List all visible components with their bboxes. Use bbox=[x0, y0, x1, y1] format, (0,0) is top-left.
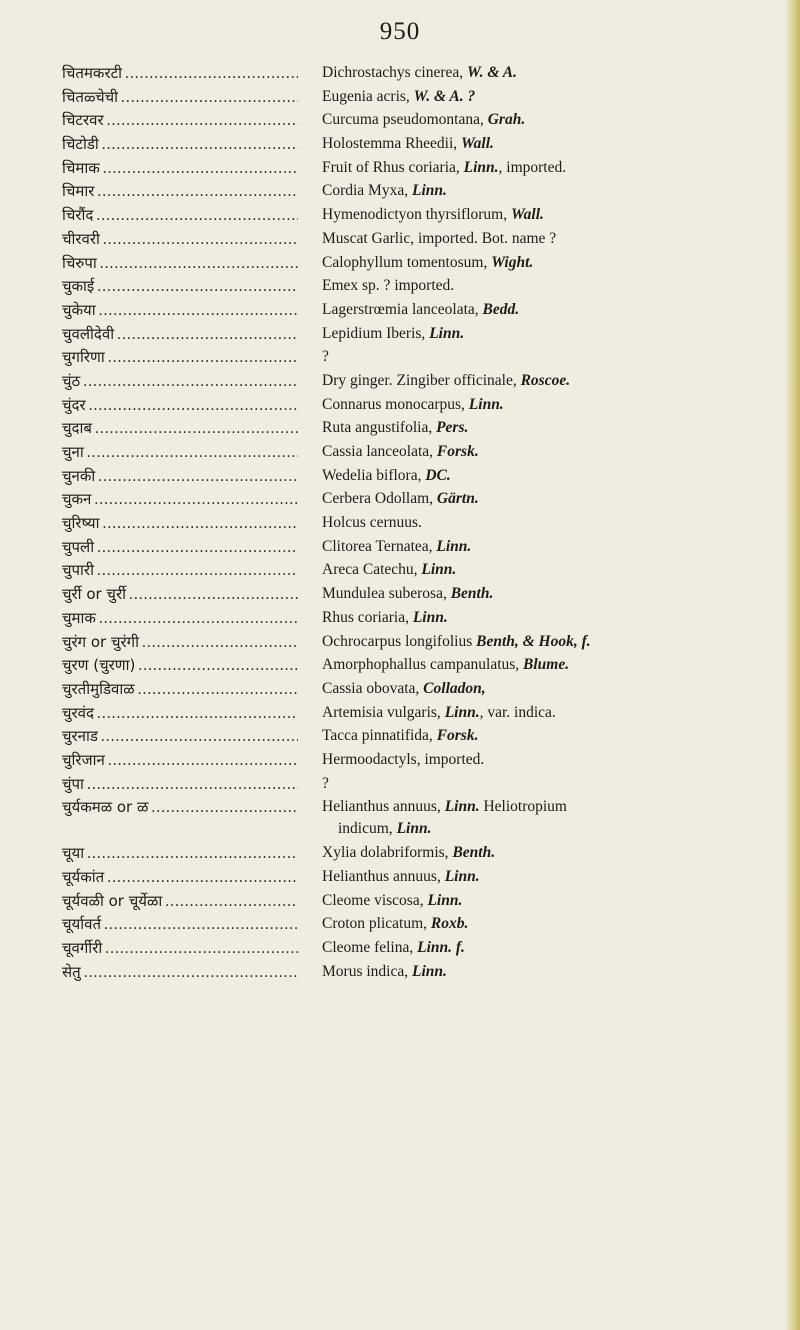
leader-dots bbox=[107, 110, 298, 132]
botanical-name: Connarus monocarpus, Linn. bbox=[322, 395, 504, 413]
list-item bbox=[62, 133, 782, 157]
leader-dots bbox=[125, 63, 298, 85]
list-item bbox=[62, 157, 782, 181]
leader-dots bbox=[100, 253, 298, 275]
vernacular-name: चुरतीमुडिवाळ bbox=[62, 679, 135, 698]
vernacular-name: चूर्यवळी or चूर्येळा bbox=[62, 891, 163, 910]
vernacular-name: चुपली bbox=[62, 537, 95, 556]
leader-dots bbox=[89, 395, 298, 417]
list-item bbox=[62, 62, 782, 86]
botanical-name: Cleome viscosa, Linn. bbox=[322, 891, 463, 909]
leader-dots bbox=[151, 797, 298, 819]
botanical-name: Morus indica, Linn. bbox=[322, 962, 447, 980]
vernacular-name: चुपारी bbox=[62, 561, 94, 580]
leader-dots bbox=[87, 442, 298, 464]
list-item bbox=[62, 796, 782, 842]
leader-dots bbox=[102, 134, 298, 156]
botanical-name: Cordia Myxa, Linn. bbox=[322, 182, 447, 200]
list-item bbox=[62, 109, 782, 133]
list-item bbox=[62, 913, 782, 937]
leader-dots bbox=[97, 537, 298, 559]
vernacular-name: चुनकी bbox=[62, 466, 96, 485]
leader-dots bbox=[87, 843, 298, 865]
vernacular-name: चुरण (चुरणा) bbox=[62, 656, 136, 675]
vernacular-name: चीरवरी bbox=[62, 229, 100, 248]
vernacular-name: सेतु bbox=[62, 962, 81, 981]
leader-dots bbox=[95, 418, 298, 440]
botanical-name: Eugenia acris, W. & A. ? bbox=[322, 87, 476, 105]
botanical-name: Helianthus annuus, Linn. bbox=[322, 868, 480, 885]
vernacular-name: चुरनाड bbox=[62, 727, 98, 746]
list-item bbox=[62, 323, 782, 347]
list-item bbox=[62, 702, 782, 726]
list-item bbox=[62, 866, 782, 890]
vernacular-name: चितळ्चेची bbox=[62, 87, 119, 106]
list-item bbox=[62, 228, 782, 252]
list-item bbox=[62, 749, 782, 773]
leader-dots bbox=[99, 608, 298, 630]
vernacular-name: चूया bbox=[62, 844, 85, 863]
botanical-name: Tacca pinnatifida, Forsk. bbox=[322, 727, 479, 745]
botanical-name: ? bbox=[322, 348, 329, 366]
botanical-name: Ochrocarpus longifolius Benth, & Hook, f. bbox=[322, 632, 591, 650]
botanical-name: Holcus cernuus. bbox=[322, 514, 422, 532]
vernacular-name: चुकेया bbox=[62, 300, 96, 319]
botanical-name: ? bbox=[322, 774, 329, 792]
leader-dots bbox=[107, 867, 298, 889]
vernacular-name: चुवलीदेवी bbox=[62, 324, 115, 343]
vernacular-name: चिमाक bbox=[62, 158, 100, 177]
leader-dots bbox=[103, 158, 298, 180]
vernacular-name: चिरुपा bbox=[62, 253, 97, 272]
list-item bbox=[62, 842, 782, 866]
vernacular-name: चुरिजान bbox=[62, 750, 105, 769]
leader-dots bbox=[121, 87, 298, 109]
leader-dots bbox=[99, 300, 298, 322]
vernacular-name: चुकाई bbox=[62, 277, 95, 296]
leader-dots bbox=[138, 655, 298, 677]
vernacular-name: चुदाब bbox=[62, 419, 92, 438]
list-item bbox=[62, 773, 782, 797]
botanical-name: Calophyllum tomentosum, Wight. bbox=[322, 253, 534, 271]
list-item bbox=[62, 536, 782, 560]
list-item bbox=[62, 488, 782, 512]
vernacular-name: चिटरवर bbox=[62, 111, 104, 130]
vernacular-name: चितमकरटी bbox=[62, 64, 123, 82]
botanical-name: Dry ginger. Zingiber officinale, Roscoe. bbox=[322, 371, 571, 389]
list-item bbox=[62, 299, 782, 323]
vernacular-name: चूवर्गीरी bbox=[62, 939, 103, 958]
list-item bbox=[62, 654, 782, 678]
list-item bbox=[62, 394, 782, 418]
list-item bbox=[62, 252, 782, 276]
botanical-name: Curcuma pseudomontana, Grah. bbox=[322, 111, 526, 129]
vernacular-name: चुमाक bbox=[62, 608, 96, 627]
leader-dots bbox=[165, 891, 298, 913]
list-item bbox=[62, 275, 782, 299]
list-item bbox=[62, 370, 782, 394]
list-item bbox=[62, 346, 782, 370]
botanical-name: Rhus coriaria, Linn. bbox=[322, 608, 448, 626]
list-item bbox=[62, 937, 782, 961]
botanical-name: Croton plicatum, Roxb. bbox=[322, 915, 469, 933]
botanical-name: Xylia dolabriformis, Benth. bbox=[322, 844, 496, 862]
glossary-list bbox=[62, 62, 782, 984]
leader-dots bbox=[101, 726, 298, 748]
botanical-name: Helianthus annuus, Linn. Heliotropium indicum, Linn. bbox=[322, 798, 567, 838]
vernacular-name: चुरंग or चुरंगी bbox=[62, 632, 139, 651]
botanical-name: Muscat Garlic, imported. Bot. name ? bbox=[322, 229, 557, 247]
list-item bbox=[62, 678, 782, 702]
leader-dots bbox=[96, 205, 298, 227]
leader-dots bbox=[117, 324, 298, 346]
leader-dots bbox=[87, 774, 298, 796]
botanical-name: Cassia obovata, Colladon, bbox=[322, 679, 486, 697]
leader-dots bbox=[142, 632, 298, 654]
vernacular-name: चुंठ bbox=[62, 371, 81, 390]
list-item bbox=[62, 417, 782, 441]
leader-dots bbox=[138, 679, 298, 701]
botanical-name: Hymenodictyon thyrsiflorum, Wall. bbox=[322, 206, 544, 224]
leader-dots bbox=[97, 560, 298, 582]
vernacular-name: चुगरिणा bbox=[62, 348, 105, 367]
list-item bbox=[62, 961, 782, 985]
botanical-name: Amorphophallus campanulatus, Blume. bbox=[322, 656, 570, 674]
list-item bbox=[62, 86, 782, 110]
botanical-name: Wedelia biflora, DC. bbox=[322, 466, 451, 484]
list-item bbox=[62, 631, 782, 655]
botanical-name: Ruta angustifolia, Pers. bbox=[322, 419, 469, 437]
list-item bbox=[62, 441, 782, 465]
botanical-name: Cleome felina, Linn. f. bbox=[322, 939, 465, 957]
botanical-name: Lagerstrœmia lanceolata, Bedd. bbox=[322, 300, 520, 318]
leader-dots bbox=[97, 703, 298, 725]
list-item bbox=[62, 583, 782, 607]
vernacular-name: चूर्यकांत bbox=[62, 868, 105, 886]
leader-dots bbox=[84, 962, 298, 984]
vernacular-name: चिमार bbox=[62, 182, 95, 201]
botanical-name: Emex sp. ? imported. bbox=[322, 277, 455, 295]
page-number: 950 bbox=[379, 18, 421, 45]
leader-dots bbox=[94, 489, 298, 511]
botanical-name: Lepidium Iberis, Linn. bbox=[322, 324, 465, 342]
botanical-name: Cerbera Odollam, Gärtn. bbox=[322, 490, 479, 508]
list-item bbox=[62, 607, 782, 631]
vernacular-name: चुंदर bbox=[62, 395, 86, 414]
leader-dots bbox=[108, 347, 298, 369]
leader-dots bbox=[105, 938, 298, 960]
vernacular-name: चुर्यकमळ or ळ bbox=[62, 798, 149, 817]
botanical-name: Dichrostachys cinerea, W. & A. bbox=[322, 64, 517, 81]
leader-dots bbox=[98, 466, 298, 488]
list-item bbox=[62, 890, 782, 914]
page-edge bbox=[786, 0, 800, 1330]
leader-dots bbox=[104, 914, 298, 936]
botanical-name: Artemisia vulgaris, Linn., var. indica. bbox=[322, 703, 556, 721]
list-item bbox=[62, 512, 782, 536]
botanical-name: Clitorea Ternatea, Linn. bbox=[322, 537, 472, 555]
list-item bbox=[62, 725, 782, 749]
vernacular-name: चुकन bbox=[62, 490, 92, 509]
list-item bbox=[62, 180, 782, 204]
leader-dots bbox=[102, 513, 298, 535]
leader-dots bbox=[129, 584, 298, 606]
list-item bbox=[62, 465, 782, 489]
vernacular-name: चुंपा bbox=[62, 774, 84, 793]
list-item bbox=[62, 559, 782, 583]
vernacular-name: चुना bbox=[62, 443, 84, 461]
vernacular-name: चूर्यावर्त bbox=[62, 915, 102, 934]
vernacular-name: चुरिष्या bbox=[62, 514, 100, 533]
botanical-name: Hermoodactyls, imported. bbox=[322, 750, 485, 768]
leader-dots bbox=[83, 371, 298, 393]
botanical-name: Mundulea suberosa, Benth. bbox=[322, 585, 494, 603]
botanical-name: Fruit of Rhus coriaria, Linn., imported. bbox=[322, 158, 567, 176]
vernacular-name: चुर्री or चुर्री bbox=[62, 585, 126, 604]
leader-dots bbox=[103, 229, 298, 251]
leader-dots bbox=[97, 181, 298, 203]
vernacular-name: चिरौंद bbox=[62, 206, 94, 225]
leader-dots bbox=[108, 750, 298, 772]
vernacular-name: चुरवंद bbox=[62, 703, 94, 722]
botanical-name: Cassia lanceolata, Forsk. bbox=[322, 443, 479, 460]
vernacular-name: चिटोडी bbox=[62, 135, 99, 154]
leader-dots bbox=[97, 276, 298, 298]
botanical-name: Holostemma Rheedii, Wall. bbox=[322, 135, 494, 153]
list-item bbox=[62, 204, 782, 228]
botanical-name: Areca Catechu, Linn. bbox=[322, 561, 457, 579]
